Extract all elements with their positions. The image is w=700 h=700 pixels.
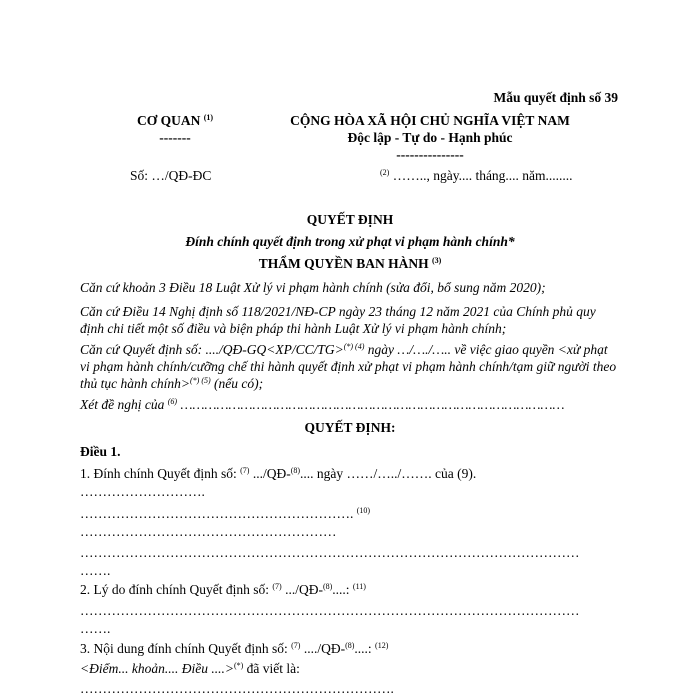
nation-dashes: ---------------	[396, 146, 464, 162]
item-2-line-3: …….	[80, 621, 111, 636]
decision-subtitle: Đính chính quyết định trong xử phạt vi phạm hành chính*	[185, 234, 515, 249]
decision-title: QUYẾT ĐỊNH	[306, 212, 394, 227]
item-1-line-6: …….	[80, 563, 111, 578]
agency-block	[120, 113, 230, 147]
decision-heading: QUYẾT ĐỊNH:	[304, 420, 396, 435]
item-1-line-5: …………………………………………………………………………………………………	[80, 545, 580, 560]
item-1-line-4: …………………………………………………	[80, 524, 337, 539]
article-1: Điều 1.	[80, 444, 121, 459]
date-line: $^{(2)}$ …….., ngày.... tháng.... năm........	[380, 168, 573, 183]
basis-2: Căn cứ Điều 14 Nghị định số 118/2021/NĐ-CP ngày 23 tháng 12 năm 2021 của Chính phủ quy định chi tiết một số điều và biện pháp thi hành Luật Xử lý vi phạm hành chính;	[80, 304, 596, 336]
decision-number: Số: …/QĐ-ĐC	[130, 168, 212, 183]
basis-4: Xét đề nghị của $^{(6)}$ ……………………………………………………………………………………	[80, 397, 565, 412]
nation-motto: Độc lập - Tự do - Hạnh phúc	[347, 129, 513, 145]
issuing-authority: THẨM QUYỀN BAN HÀNH $^{(3)}$	[258, 256, 442, 271]
basis-1: Căn cứ khoản 3 Điều 18 Luật Xử lý vi phạm hành chính (sửa đổi, bổ sung năm 2020);	[80, 280, 546, 295]
agency-label: CƠ QUAN	[136, 113, 201, 128]
item-3-line-3: …………………………………………………………….	[80, 681, 394, 696]
form-number: Mẫu quyết định số 39	[493, 90, 618, 105]
item-2-line-2: …………………………………………………………………………………………………	[80, 603, 580, 618]
nation-title: CỘNG HÒA XÃ HỘI CHỦ NGHĨA VIỆT NAM	[290, 113, 570, 128]
item-1-line-1: 1. Đính chính Quyết định số: $^{(7)}$ .../QĐ-$^{(8)}$.... ngày ……/…../……. của (9).	[80, 466, 477, 481]
agency-note: (1)	[203, 113, 214, 122]
item-3-line-1: 3. Nội dung đính chính Quyết định số: $^{(7)}$ ..../QĐ-$^{(8)}$....: $^{(12)}$	[80, 641, 389, 656]
item-3-line-2: <Điểm... khoản.... Điều ....>(*) đã viết là:	[80, 661, 300, 676]
item-1-line-2: ……………………….	[80, 484, 205, 499]
agency-dashes: -------	[159, 129, 191, 145]
item-2-line-1: 2. Lý do đính chính Quyết định số: $^{(7)}$ .../QĐ-$^{(8)}$....: $^{(11)}$	[80, 582, 366, 597]
basis-3: Căn cứ Quyết định số: ..../QĐ-GQ<XP/CC/TG>$^{(*) (4)}$ ngày …/…./….. về việc giao quyền <xử phạt vi phạm hành chính/cưỡng chế thi hành quyết định xử phạt vi phạm hành chính/tạm giữ người theo thủ tục hành chính>$^{(*) (5)}$ (nếu có);	[80, 342, 617, 391]
item-1-line-3: ……………………………………………………. $^{(10)}$	[80, 506, 371, 521]
nation-block	[270, 113, 590, 164]
